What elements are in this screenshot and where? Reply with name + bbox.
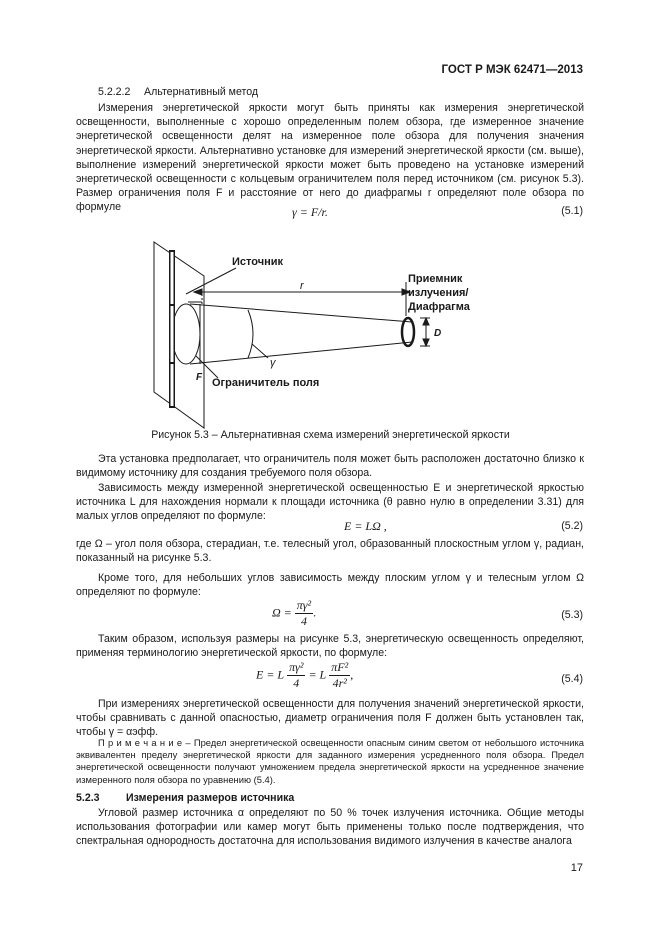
eq54-tail: ,: [350, 667, 354, 682]
equation-5-4: [256, 660, 353, 691]
gamma-leader: [252, 344, 268, 358]
eq54-denominator-1: 4: [293, 676, 300, 690]
eq54-denominator-2: 4r²: [332, 676, 347, 690]
equation-5-2: E = LΩ ,: [344, 519, 387, 533]
eq53-lhs: Ω =: [272, 605, 292, 620]
cone-line-bottom: [190, 342, 412, 364]
paragraph-alternative-method: Измерения энергетической яркости могут быть приняты как измерения энергетической освещенности, выполненные с хорошо определенным полем обзора, где измеренное значение энергетической освещенности делят на измеренное поле обзора для получения значения энергетической яркости. Альтернативно установке для измерений энергетической яркости (см. выше), выполнение измерений энергетической яркости может быть проведено на установке измерений энергетической освещенности с кольцевым ограничителем поля перед источником (см. рисунок 5.3). Размер ограничения поля F и расстояние от него до диафрагмы r определяют поле обзора по формуле: [76, 102, 584, 214]
label-receiver-1: Приемник: [408, 273, 463, 285]
standard-header: ГОСТ Р МЭК 62471—2013: [441, 64, 583, 76]
eq53-denominator: 4: [300, 614, 307, 628]
receiver-ellipse: [402, 318, 414, 346]
section-523-title: Измерения размеров источника: [126, 792, 295, 804]
section-title: Альтернативный метод: [144, 86, 259, 98]
cone-line-top: [190, 304, 412, 322]
note-block: П р и м е ч а н и е – Предел энергетической освещенности опасным синим светом от небольшого источника эквивалентен пределу энергетической яркости для заданного измерения усредненного поля обзора. Предел энергетической освещенности получают умножением предела энергетической яркости на усредненное значение измеренного поля обзора по уравнению (5.4).: [76, 737, 584, 785]
label-d: D: [434, 328, 442, 339]
eq53-fraction: [295, 598, 313, 629]
paragraph-thus: Таким образом, используя размеры на рисунке 5.3, энергетическую освещенность определяют, применяя терминологию энергетической яркости, по формуле:: [76, 633, 584, 660]
field-limiter-ellipse: [172, 304, 200, 364]
equation-number-5-3: (5.3): [561, 609, 583, 621]
label-limiter: Ограничитель поля: [212, 377, 320, 389]
eq54-numerator-2: πF²: [331, 660, 349, 674]
page-number: 17: [570, 862, 583, 874]
eq54-lhs: E = L: [256, 667, 285, 682]
figure-caption: Рисунок 5.3 – Альтернативная схема измерений энергетической яркости: [151, 429, 510, 441]
eq54-fraction-1: [287, 660, 305, 691]
eq54-mid: = L: [308, 667, 327, 682]
paragraph-measurement: При измерениях энергетической освещенности для получения значений энергетической яркости, чтобы сравнивать с данной опасностью, диаметр ограничения поля F должен быть установлен так, чтобы γ = αэфф.: [76, 698, 584, 739]
equation-5-1: γ = F/r.: [292, 205, 328, 219]
paragraph-setup: Эта установка предполагает, что ограничитель поля может быть расположен достаточно близко к видимому источнику для создания требуемого поля обзора.: [76, 453, 584, 480]
paragraph-small-angles: Кроме того, для небольших углов зависимость между плоским углом γ и телесным углом Ω определяют по формуле:: [76, 572, 584, 599]
label-gamma: γ: [270, 357, 276, 369]
eq54-numerator-1: πγ²: [289, 660, 304, 674]
paragraph-where: где Ω – угол поля обзора, стерадиан, т.е. телесный угол, образованный плоскостным углом γ, радиан, показанный на рисунке 5.3.: [76, 538, 584, 565]
label-f: F: [196, 372, 203, 383]
paragraph-dependence: Зависимость между измеренной энергетической освещенностью E и энергетической яркостью источника L для нахождения нормали к площади источника (θ равно нулю в определении 3.31) для малых углов определяют по формуле:: [76, 482, 584, 523]
eq53-tail: .: [313, 605, 317, 620]
label-source: Источник: [232, 256, 284, 268]
label-r: r: [300, 280, 304, 292]
section-number: 5.2.2.2: [98, 86, 131, 98]
equation-number-5-4: (5.4): [561, 673, 583, 685]
paragraph-source-size: Угловой размер источника α определяют по 50 % точек излучения источника. Общие методы использования фотографии или камер могут быть применены только после подтверждения, что спектральная однородность достаточна для использования видимого излучения в качестве аналога: [76, 807, 584, 848]
equation-5-3: [272, 598, 316, 629]
label-receiver-2: излучения/: [408, 287, 469, 299]
equation-number-5-2: (5.2): [561, 520, 583, 532]
eq53-numerator: πγ²: [296, 598, 312, 612]
gamma-arc: [248, 310, 253, 358]
label-receiver-3: Диафрагма: [408, 301, 470, 313]
figure-5-3-diagram: [140, 232, 500, 432]
equation-number-5-1: (5.1): [561, 205, 583, 217]
eq54-fraction-2: [329, 660, 350, 691]
section-523-number: 5.2.3: [76, 792, 100, 804]
